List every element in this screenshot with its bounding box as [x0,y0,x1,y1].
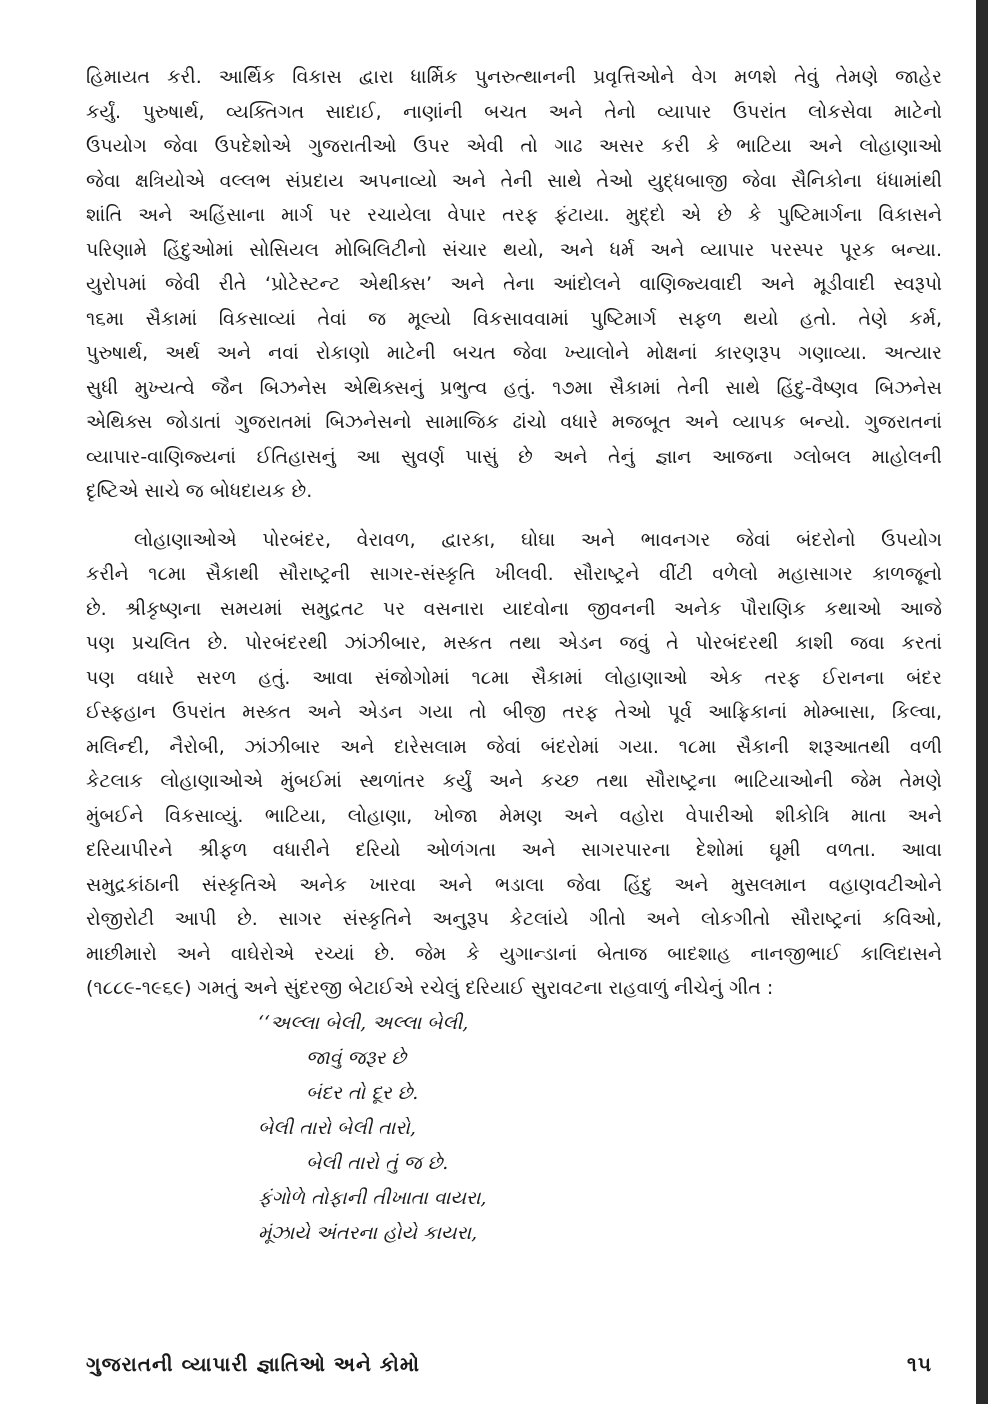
paragraph-2-line: કરીને ૧૮મા સૈકાથી સૌરાષ્ટ્રની સાગર-સંસ્કૃતિ ખીલવી. સૌરાષ્ટ્રને વીંટી વળેલો મહાસાગર કાળજૂનો [86,563,942,585]
poem-line: ફંગોળે તોફાની તીખાતા વાયરા, [258,1186,487,1209]
paragraph-1-line: જેવા ક્ષત્રિયોએ વલ્લભ સંપ્રદાય અપનાવ્યો અને તેની સાથે તેઓ યુદ્ધબાજી જેવા સૈનિકોના ધંધામાંથી [86,169,942,192]
poem-line: બંદર તો દૂર છે. [306,1081,419,1104]
book-title: ગુજરાતની વ્યાપારી જ્ઞાતિઓ અને કોમો [86,1352,421,1376]
paragraph-2-line: પણ વધારે સરળ હતું. આવા સંજોગોમાં ૧૮મા સૈકામાં લોહાણાઓ એક તરફ ઈરાનના બંદર [86,666,942,689]
paragraph-2-line: મુંબઈને વિકસાવ્યું. ભાટિયા, લોહાણા, ખોજા મેમણ અને વહોરા વેપારીઓ શીકોત્રિ માતા અને [86,804,942,827]
paragraph-2-line: રોજીરોટી આપી છે. સાગર સંસ્કૃતિને અનુરૂપ કેટલાંયે ગીતો અને લોકગીતો સૌરાષ્ટ્રનાં કવિઓ, [86,908,942,930]
paragraph-2-line: દરિયાપીરને શ્રીફળ વધારીને દરિયો ઓળંગતા અને સાગરપારના દેશોમાં ઘૂમી વળતા. આવા [86,839,942,861]
paragraph-1-line: ૧૬મા સૈકામાં વિકસાવ્યાં તેવાં જ મૂલ્યો વિકસાવવામાં પુષ્ટિમાર્ગ સફળ થયો હતો. તેણે કર્મ, [86,307,942,330]
paragraph-2-line: કેટલાક લોહાણાઓએ મુંબઈમાં સ્થળાંતર કર્યું અને કચ્છ તથા સૌરાષ્ટ્રના ભાટિયાઓની જેમ તેમણે [86,770,942,792]
paragraph-1-line: શાંતિ અને અહિંસાના માર્ગ પર રચાયેલા વેપાર તરફ ફંટાયા. મુદ્દો એ છે કે પુષ્ટિમાર્ગના વિકાસને [86,204,942,226]
paragraph-2-line: પણ પ્રચલિત છે. પોરબંદરથી ઝાંઝીબાર, મસ્કત તથા એડન જવું તે પોરબંદરથી કાશી જવા કરતાં [86,632,942,654]
paragraph-1-line: દૃષ્ટિએ સાચે જ બોધદાયક છે. [86,480,313,502]
paragraph-2-line: છે. શ્રીકૃષ્ણના સમયમાં સમુદ્રતટ પર વસનારા યાદવોના જીવનની અનેક પૌરાણિક કથાઓ આજે [86,597,942,620]
poem-line: બેલી તારો તું જ છે. [306,1151,449,1174]
paragraph-1-line: યુરોપમાં જેવી રીતે ‘પ્રોટેસ્ટન્ટ એથીક્સ’ અને તેના આંદોલને વાણિજ્યવાદી અને મૂડીવાદી સ્વરૂપો [86,273,942,295]
poem-block [86,1006,942,1251]
paragraph-1-line: એથિક્સ જોડાતાં ગુજરાતમાં બિઝનેસનો સામાજિક ઢાંચો વધારે મજબૂત અને વ્યાપક બન્યો. ગુજરાતનાં [86,411,942,433]
paragraph-1-line: સુધી મુખ્યત્વે જૈન બિઝનેસ એથિક્સનું પ્રભુત્વ હતું. ૧૭મા સૈકામાં તેની સાથે હિંદુ-વૈષ્ણવ બિઝનેસ [86,376,942,399]
paragraph-2-line: માછીમારો અને વાઘેરોએ રચ્યાં છે. જેમ કે યુગાન્ડાનાં બેતાજ બાદશાહ નાનજીભાઈ કાલિદાસને [86,942,942,965]
paragraph-2 [86,523,942,1006]
paragraph-2-line: ઈસ્ફહાન ઉપરાંત મસ્કત અને એડન ગયા તો બીજી તરફ તેઓ પૂર્વ આફ્રિકાનાં મોમ્બાસા, કિલ્વા, [86,701,942,723]
paragraph-1-line: કર્યું. પુરુષાર્થ, વ્યક્તિગત સાદાઈ, નાણાંની બચત અને તેનો વ્યાપાર ઉપરાંત લોકસેવા માટેનો [86,100,942,123]
paragraph-2-line: (૧૮૮૯-૧૯૬૯) ગમતું અને સુંદરજી બેટાઈએ રચેલું દરિયાઈ સુરાવટના રાહવાળું નીચેનું ગીત : [86,977,774,999]
poem-line: જાવું જરૂર છે [306,1046,406,1069]
paragraph-2-line: લોહાણાઓએ પોરબંદર, વેરાવળ, દ્વારકા, ઘોઘા અને ભાવનગર જેવાં બંદરોનો ઉપયોગ [134,528,942,551]
paragraph-1-line: પુરુષાર્થ, અર્થ અને નવાં રોકાણો માટેની બચત જેવા ખ્યાલોને મોક્ષનાં કારણરૂપ ગણાવ્યા. અત્યાર [86,342,942,364]
paragraph-2-line: મલિન્દી, નૈરોબી, ઝાંઝીબાર અને દારેસલામ જેવાં બંદરોમાં ગયા. ૧૮મા સૈકાની શરૂઆતથી વળી [86,735,942,758]
paragraph-1-line: ઉપયોગ જેવા ઉપદેશોએ ગુજરાતીઓ ઉપર એવી તો ગાઢ અસર કરી કે ભાટિયા અને લોહાણાઓ [86,135,942,157]
paragraph-1 [86,60,942,509]
poem-line: બેલી તારો બેલી તારો, [258,1116,416,1139]
page-number: ૧૫ [907,1352,932,1376]
poem-line: ‘‘અલ્લા બેલી, અલ્લા બેલી, [258,1011,469,1034]
poem-line: મૂંઝાયે અંતરના હોયે કાયરા, [258,1221,478,1244]
paragraph-gap [86,509,942,523]
paragraph-1-line: વ્યાપાર-વાણિજ્યનાં ઈતિહાસનું આ સુવર્ણ પાસું છે અને તેનું જ્ઞાન આજના ગ્લોબલ માહોલની [86,445,942,468]
scan-edge [976,0,988,1404]
paragraph-1-line: પરિણામે હિંદુઓમાં સોસિયલ મોબિલિટીનો સંચાર થયો, અને ધર્મ અને વ્યાપાર પરસ્પર પૂરક બન્યા. [86,238,942,261]
page-body [86,60,942,1251]
paragraph-1-line: હિમાયત કરી. આર્થિક વિકાસ દ્વારા ધાર્મિક પુનરુત્થાનની પ્રવૃત્તિઓને વેગ મળશે તેવું તેમણે જાહેર [86,66,942,88]
paragraph-2-line: સમુદ્રકાંઠાની સંસ્કૃતિએ અનેક ખારવા અને ભડાલા જેવા હિંદુ અને મુસલમાન વહાણવટીઓને [86,873,942,896]
